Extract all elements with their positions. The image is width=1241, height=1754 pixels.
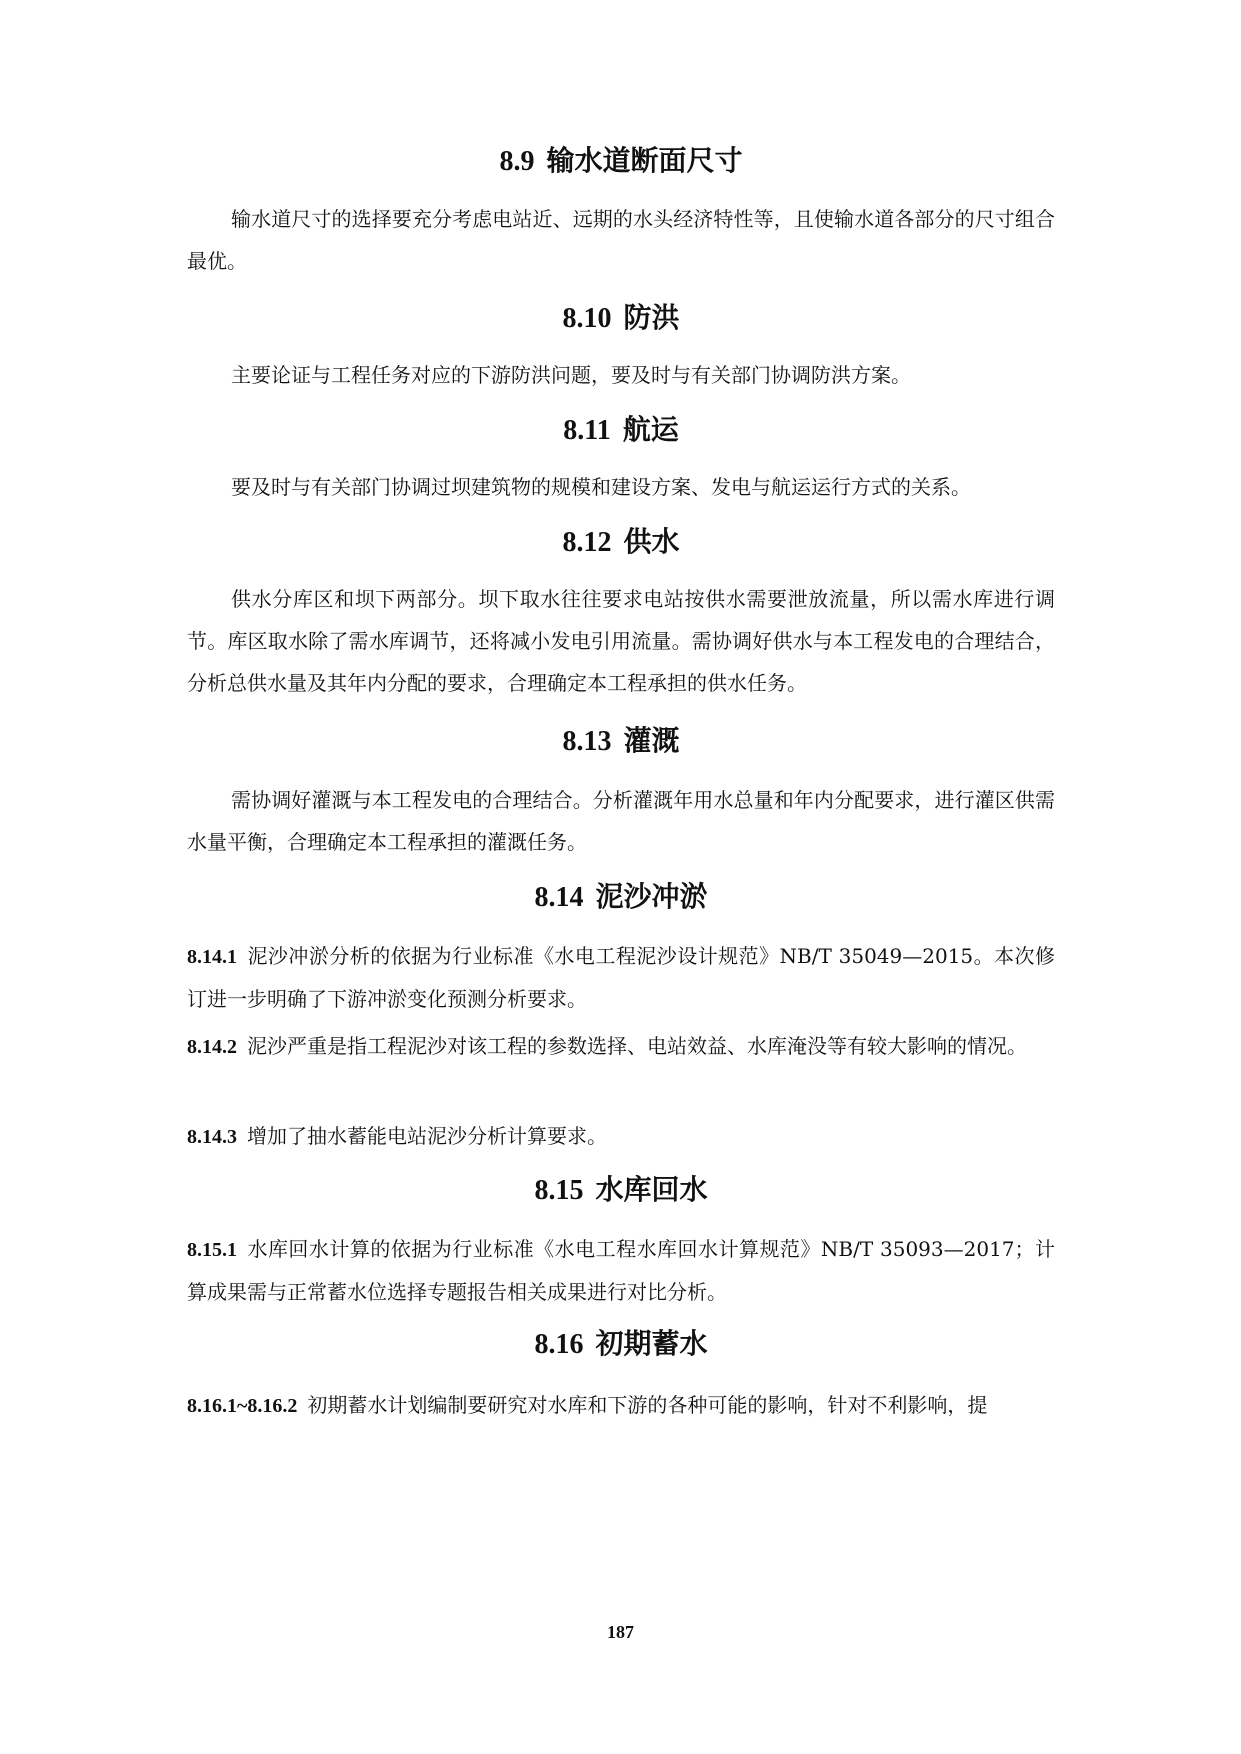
- section-heading-8-13: [187, 723, 1055, 760]
- section-title: 水库回水: [595, 1173, 708, 1206]
- section-title: 供水: [623, 525, 680, 558]
- section-paragraph-8-11: 要及时与有关部门协调过坝建筑物的规模和建设方案、发电与航运运行方式的关系。: [231, 475, 971, 499]
- section-number: 8.15: [534, 1175, 584, 1206]
- section-paragraph-8-12: 供水分库区和坝下两部分。坝下取水往往要求电站按供水需要泄放流量，所以需水库进行调节。库区取水除了需水库调节，还将减小发电引用流量。需协调好供水与本工程发电的合理结合，分析总供水量及其年内分配的要求，合理确定本工程承担的供水任务。: [187, 587, 1055, 695]
- clause-8-14-2: [187, 1025, 1055, 1068]
- section-number: 8.16: [534, 1329, 584, 1360]
- clause-number: 8.15.1: [187, 1239, 237, 1261]
- section-heading-8-14: [187, 879, 1055, 916]
- section-number: 8.13: [562, 726, 612, 757]
- section-paragraph-8-10: 主要论证与工程任务对应的下游防洪问题，要及时与有关部门协调防洪方案。: [231, 363, 911, 387]
- section-heading-8-9: [187, 143, 1055, 180]
- section-title: 泥沙冲淤: [595, 880, 708, 913]
- section-title: 初期蓄水: [595, 1327, 708, 1360]
- clause-number: 8.14.1: [187, 946, 237, 968]
- clause-text: 增加了抽水蓄能电站泥沙分析计算要求。: [247, 1124, 607, 1148]
- clause-8-15-1: [187, 1228, 1055, 1313]
- clause-number: 8.14.2: [187, 1036, 237, 1058]
- clause-8-14-1: [187, 935, 1055, 1020]
- section-heading-8-12: [187, 524, 1055, 561]
- clause-text: 泥沙冲淤分析的依据为行业标准《水电工程泥沙设计规范》NB/T 35049—2015。本次修订进一步明确了下游冲淤变化预测分析要求。: [187, 944, 1055, 1011]
- clause-8-14-3: [187, 1115, 1055, 1158]
- clause-number: 8.16.1~8.16.2: [187, 1395, 298, 1417]
- section-title: 航运: [622, 413, 679, 446]
- clause-text: 初期蓄水计划编制要研究对水库和下游的各种可能的影响，针对不利影响，提: [307, 1393, 988, 1417]
- clause-number: 8.14.3: [187, 1126, 237, 1148]
- clause-8-16-1-2: [187, 1384, 1055, 1427]
- section-number: 8.10: [562, 303, 612, 334]
- section-heading-8-16: [187, 1326, 1055, 1363]
- clause-text: 水库回水计算的依据为行业标准《水电工程水库回水计算规范》NB/T 35093—2017；计算成果需与正常蓄水位选择专题报告相关成果进行对比分析。: [187, 1237, 1055, 1304]
- section-number: 8.12: [562, 527, 612, 558]
- section-heading-8-15: [187, 1172, 1055, 1209]
- section-paragraph-8-13: 需协调好灌溉与本工程发电的合理结合。分析灌溉年用水总量和年内分配要求，进行灌区供需水量平衡，合理确定本工程承担的灌溉任务。: [187, 788, 1055, 854]
- section-heading-8-11: [187, 412, 1055, 449]
- section-number: 8.9: [499, 146, 535, 177]
- section-title: 输水道断面尺寸: [546, 144, 743, 177]
- section-number: 8.14: [534, 882, 584, 913]
- clause-text: 泥沙严重是指工程泥沙对该工程的参数选择、电站效益、水库淹没等有较大影响的情况。: [247, 1034, 1027, 1058]
- section-title: 灌溉: [623, 724, 680, 757]
- page-number: 187: [607, 1622, 634, 1642]
- section-number: 8.11: [563, 415, 611, 446]
- section-title: 防洪: [623, 301, 680, 334]
- section-heading-8-10: [187, 300, 1055, 337]
- section-paragraph-8-9: 输水道尺寸的选择要充分考虑电站近、远期的水头经济特性等，且使输水道各部分的尺寸组合最优。: [187, 207, 1055, 273]
